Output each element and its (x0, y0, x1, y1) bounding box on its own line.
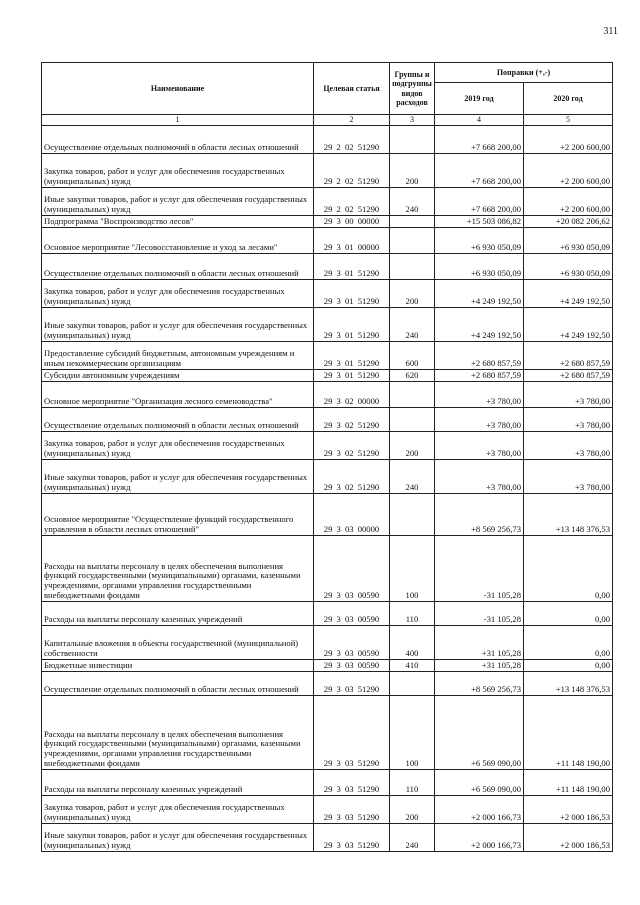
row-amount-2019: +6 569 090,00 (435, 696, 524, 770)
row-target-code: 29 3 03 51290 (314, 796, 390, 824)
table-row (42, 824, 613, 852)
row-amount-2019: +4 249 192,50 (435, 280, 524, 308)
row-target-code: 29 3 01 51290 (314, 342, 390, 370)
row-name: Субсидии автономным учреждениям (42, 370, 314, 382)
header-year-2020: 2020 год (524, 83, 613, 115)
table-row (42, 126, 613, 154)
row-amount-2020: +2 000 186,53 (524, 796, 613, 824)
row-amount-2019: +8 569 256,73 (435, 672, 524, 696)
row-name: Основное мероприятие "Лесовосстановление и уход за лесами" (42, 228, 314, 254)
row-group (390, 672, 435, 696)
row-target-code: 29 3 03 51290 (314, 824, 390, 852)
row-name: Основное мероприятие "Осуществление функций государственного управления в области лесных отношений" (42, 494, 314, 536)
row-amount-2020: +3 780,00 (524, 408, 613, 432)
row-target-code: 29 3 03 51290 (314, 672, 390, 696)
row-group (390, 408, 435, 432)
row-amount-2020: +6 930 050,09 (524, 228, 613, 254)
table-row (42, 228, 613, 254)
row-target-code: 29 3 03 00590 (314, 626, 390, 660)
row-amount-2020: +2 200 600,00 (524, 126, 613, 154)
column-number: 3 (390, 115, 435, 126)
row-group: 100 (390, 696, 435, 770)
row-target-code: 29 3 00 00000 (314, 216, 390, 228)
row-name: Осуществление отдельных полномочий в области лесных отношений (42, 672, 314, 696)
row-amount-2019: -31 105,28 (435, 536, 524, 602)
row-target-code: 29 3 02 51290 (314, 408, 390, 432)
row-amount-2019: +6 569 090,00 (435, 770, 524, 796)
row-amount-2020: 0,00 (524, 536, 613, 602)
row-name: Расходы на выплаты персоналу казенных учреждений (42, 770, 314, 796)
table-row (42, 342, 613, 370)
row-group: 400 (390, 626, 435, 660)
table-row (42, 308, 613, 342)
row-group: 600 (390, 342, 435, 370)
header-amendments: Поправки (+,-) (435, 63, 613, 83)
row-group (390, 126, 435, 154)
table-row (42, 254, 613, 280)
row-name: Иные закупки товаров, работ и услуг для обеспечения государственных (муниципальных) нужд (42, 188, 314, 216)
column-number: 4 (435, 115, 524, 126)
row-amount-2020: +13 148 376,53 (524, 494, 613, 536)
table-row (42, 432, 613, 460)
row-name: Расходы на выплаты персоналу в целях обеспечения выполнения функций государственными (муниципальными) органами, казенными учреждениями, органами управления государственными внебюджетными фондами (42, 696, 314, 770)
table-row (42, 602, 613, 626)
row-amount-2020: +13 148 376,53 (524, 672, 613, 696)
table-row (42, 536, 613, 602)
table-row (42, 460, 613, 494)
row-amount-2019: +31 105,28 (435, 626, 524, 660)
row-name: Иные закупки товаров, работ и услуг для обеспечения государственных (муниципальных) нужд (42, 460, 314, 494)
row-target-code: 29 3 03 00590 (314, 660, 390, 672)
header-expense-groups: Группы и подгруппы видов расходов (390, 63, 435, 115)
column-number: 1 (42, 115, 314, 126)
table-row (42, 370, 613, 382)
row-group (390, 228, 435, 254)
row-amount-2020: 0,00 (524, 626, 613, 660)
row-name: Иные закупки товаров, работ и услуг для обеспечения государственных (муниципальных) нужд (42, 824, 314, 852)
row-group: 200 (390, 280, 435, 308)
column-number: 2 (314, 115, 390, 126)
table-row (42, 216, 613, 228)
table-row (42, 408, 613, 432)
row-target-code: 29 3 02 51290 (314, 460, 390, 494)
row-amount-2019: +2 000 166,73 (435, 796, 524, 824)
row-target-code: 29 3 01 51290 (314, 254, 390, 280)
row-amount-2019: -31 105,28 (435, 602, 524, 626)
row-amount-2020: +3 780,00 (524, 460, 613, 494)
row-group: 240 (390, 460, 435, 494)
row-amount-2020: +3 780,00 (524, 382, 613, 408)
row-amount-2020: +4 249 192,50 (524, 280, 613, 308)
row-group (390, 494, 435, 536)
row-name: Предоставление субсидий бюджетным, автономным учреждениям и иным некоммерческим организациям (42, 342, 314, 370)
row-amount-2019: +6 930 050,09 (435, 254, 524, 280)
row-amount-2020: +2 680 857,59 (524, 370, 613, 382)
row-name: Осуществление отдельных полномочий в области лесных отношений (42, 408, 314, 432)
row-target-code: 29 3 02 00000 (314, 382, 390, 408)
row-group (390, 216, 435, 228)
row-target-code: 29 3 03 00590 (314, 536, 390, 602)
row-amount-2019: +3 780,00 (435, 408, 524, 432)
row-target-code: 29 3 01 00000 (314, 228, 390, 254)
row-amount-2019: +2 680 857,59 (435, 370, 524, 382)
row-amount-2020: +11 148 190,00 (524, 696, 613, 770)
row-group: 410 (390, 660, 435, 672)
row-amount-2020: +6 930 050,09 (524, 254, 613, 280)
row-group (390, 254, 435, 280)
row-amount-2019: +6 930 050,09 (435, 228, 524, 254)
table-row (42, 672, 613, 696)
row-amount-2020: 0,00 (524, 660, 613, 672)
row-amount-2020: +11 148 190,00 (524, 770, 613, 796)
row-amount-2019: +7 668 200,00 (435, 188, 524, 216)
row-amount-2019: +15 503 086,82 (435, 216, 524, 228)
row-amount-2019: +4 249 192,50 (435, 308, 524, 342)
row-group: 100 (390, 536, 435, 602)
row-amount-2019: +2 680 857,59 (435, 342, 524, 370)
row-group: 200 (390, 432, 435, 460)
row-target-code: 29 3 01 51290 (314, 280, 390, 308)
table-row (42, 660, 613, 672)
row-name: Бюджетные инвестиции (42, 660, 314, 672)
row-name: Закупка товаров, работ и услуг для обеспечения государственных (муниципальных) нужд (42, 796, 314, 824)
row-target-code: 29 2 02 51290 (314, 126, 390, 154)
row-amount-2020: +4 249 192,50 (524, 308, 613, 342)
row-target-code: 29 3 01 51290 (314, 308, 390, 342)
row-amount-2020: +2 200 600,00 (524, 154, 613, 188)
row-amount-2019: +2 000 166,73 (435, 824, 524, 852)
row-target-code: 29 3 01 51290 (314, 370, 390, 382)
row-group: 240 (390, 188, 435, 216)
row-group: 110 (390, 602, 435, 626)
row-group: 620 (390, 370, 435, 382)
table-row (42, 188, 613, 216)
row-target-code: 29 3 03 00590 (314, 602, 390, 626)
row-target-code: 29 3 03 51290 (314, 770, 390, 796)
row-name: Подпрограмма "Воспроизводство лесов" (42, 216, 314, 228)
row-amount-2020: +2 200 600,00 (524, 188, 613, 216)
table-row (42, 382, 613, 408)
row-name: Основное мероприятие "Организация лесного семеноводства" (42, 382, 314, 408)
budget-amendments-table (41, 62, 613, 852)
row-amount-2020: +3 780,00 (524, 432, 613, 460)
page-number: 311 (603, 26, 618, 37)
row-amount-2020: +20 082 206,62 (524, 216, 613, 228)
row-group: 240 (390, 824, 435, 852)
row-amount-2019: +3 780,00 (435, 382, 524, 408)
table-row (42, 696, 613, 770)
row-target-code: 29 2 02 51290 (314, 154, 390, 188)
table-row (42, 280, 613, 308)
row-amount-2019: +3 780,00 (435, 432, 524, 460)
table-row (42, 796, 613, 824)
row-group: 110 (390, 770, 435, 796)
row-amount-2020: +2 680 857,59 (524, 342, 613, 370)
row-name: Закупка товаров, работ и услуг для обеспечения государственных (муниципальных) нужд (42, 432, 314, 460)
table-row (42, 154, 613, 188)
row-name: Осуществление отдельных полномочий в области лесных отношений (42, 254, 314, 280)
row-name: Осуществление отдельных полномочий в области лесных отношений (42, 126, 314, 154)
header-name: Наименование (42, 63, 314, 115)
column-number: 5 (524, 115, 613, 126)
row-name: Закупка товаров, работ и услуг для обеспечения государственных (муниципальных) нужд (42, 280, 314, 308)
row-target-code: 29 2 02 51290 (314, 188, 390, 216)
table-row (42, 770, 613, 796)
table-row (42, 494, 613, 536)
row-name: Расходы на выплаты персоналу казенных учреждений (42, 602, 314, 626)
row-group: 200 (390, 154, 435, 188)
row-amount-2019: +7 668 200,00 (435, 154, 524, 188)
row-target-code: 29 3 02 51290 (314, 432, 390, 460)
row-amount-2020: +2 000 186,53 (524, 824, 613, 852)
row-group: 200 (390, 796, 435, 824)
row-amount-2020: 0,00 (524, 602, 613, 626)
row-amount-2019: +7 668 200,00 (435, 126, 524, 154)
row-name: Иные закупки товаров, работ и услуг для обеспечения государственных (муниципальных) нужд (42, 308, 314, 342)
header-target-article: Целевая статья (314, 63, 390, 115)
row-amount-2019: +31 105,28 (435, 660, 524, 672)
row-name: Капитальные вложения в объекты государственной (муниципальной) собственности (42, 626, 314, 660)
table-row (42, 626, 613, 660)
row-amount-2019: +3 780,00 (435, 460, 524, 494)
row-name: Закупка товаров, работ и услуг для обеспечения государственных (муниципальных) нужд (42, 154, 314, 188)
row-target-code: 29 3 03 00000 (314, 494, 390, 536)
row-target-code: 29 3 03 51290 (314, 696, 390, 770)
header-year-2019: 2019 год (435, 83, 524, 115)
row-group: 240 (390, 308, 435, 342)
row-group (390, 382, 435, 408)
row-amount-2019: +8 569 256,73 (435, 494, 524, 536)
row-name: Расходы на выплаты персоналу в целях обеспечения выполнения функций государственными (муниципальными) органами, казенными учреждениями, органами управления государственными внебюджетными фондами (42, 536, 314, 602)
